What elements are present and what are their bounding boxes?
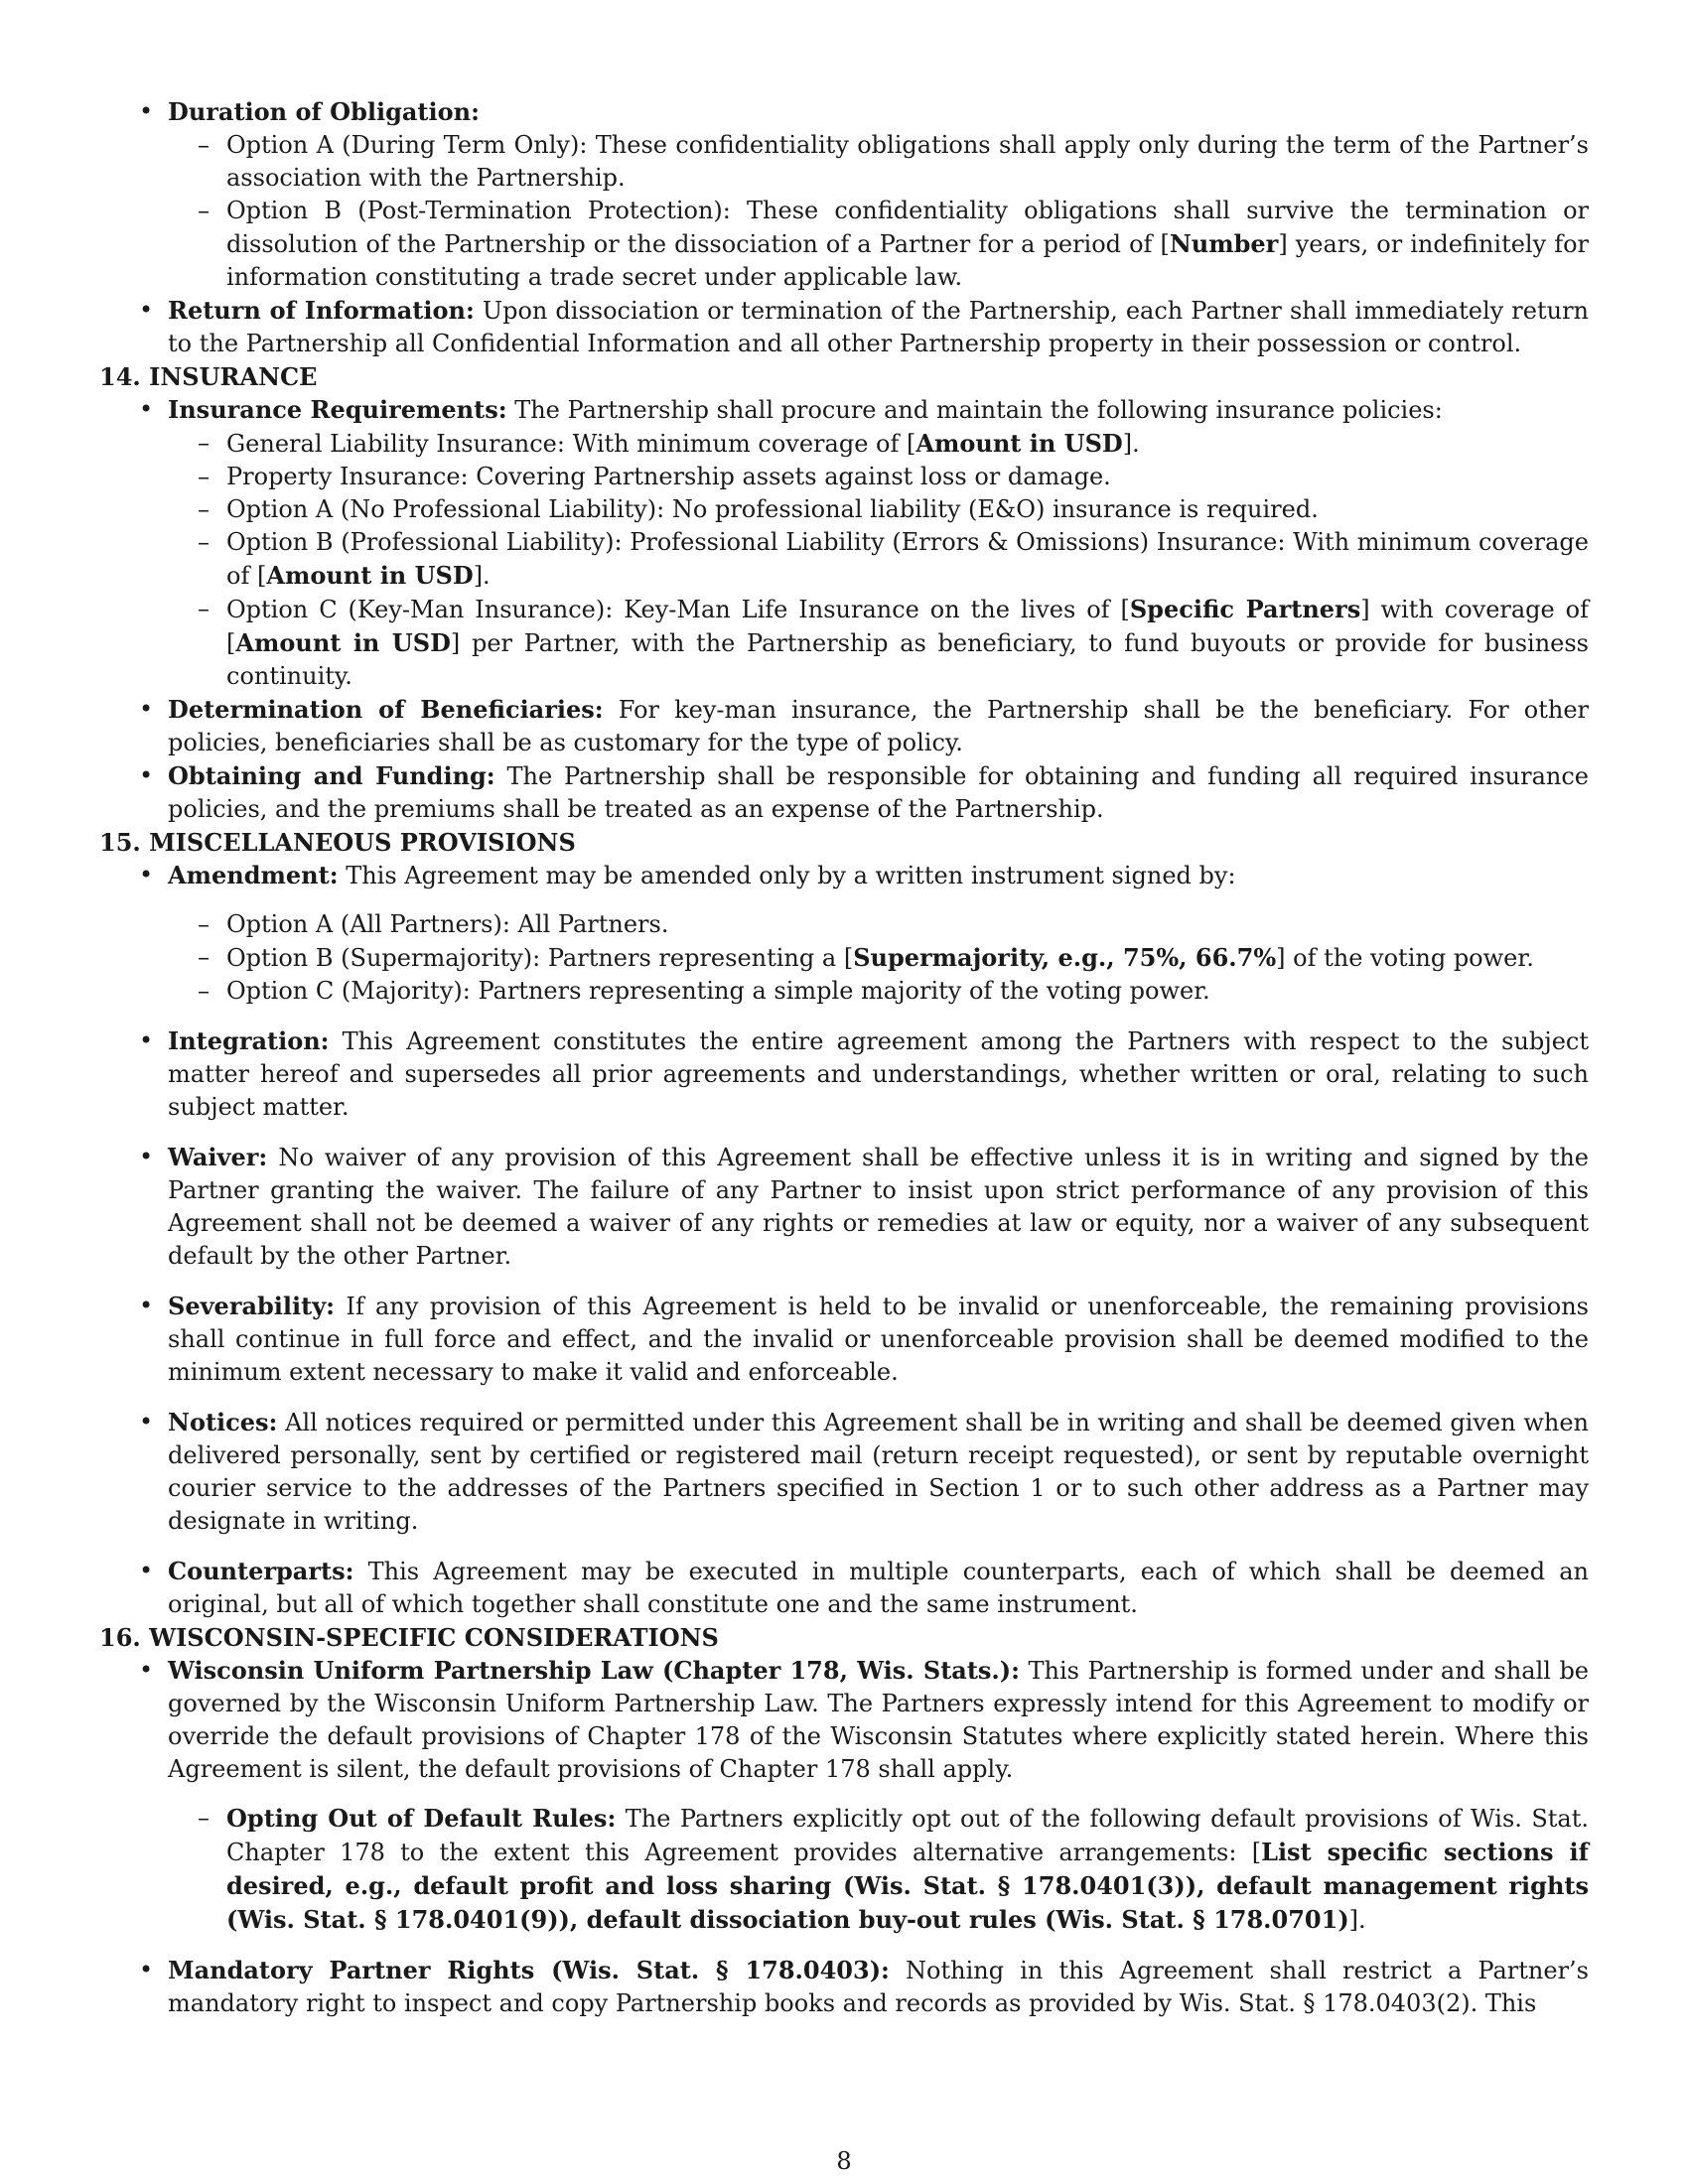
insurance-option-c (168, 593, 1589, 693)
partnership-law-subitems (168, 1802, 1589, 1937)
mandatory-rights-text: Nothing in this Agreement shall restrict a Partner’s mandatory right to inspect and copy Partnership books and records as provided by Wis. Stat. § 178.0403(2). This (168, 1957, 1589, 2017)
amendment-option-b (168, 941, 1589, 975)
insurance-option-b-text: Option B (Professional Liability): Professional Liability (Errors & Omissions) Insurance: With minimum coverage of [ (226, 528, 1589, 590)
notices-title: Notices: (168, 1408, 278, 1436)
return-info-text: Upon dissociation or termination of the Partnership, each Partner shall immediately return to the Partnership all Confidential Information and all other Partnership property in their possession or control. (168, 297, 1589, 357)
counterparts-text: This Agreement may be executed in multiple counterparts, each of which shall be deemed an original, but all of which together shall constitute one and the same instrument. (168, 1558, 1589, 1618)
opt-out-title: Opting Out of Default Rules: (226, 1804, 617, 1833)
confidentiality-list (99, 95, 1589, 360)
partnership-law-title: Wisconsin Uniform Partnership Law (Chapter 178, Wis. Stats.): (168, 1656, 1021, 1685)
amendment-text: This Agreement may be amended only by a written instrument signed by: (338, 862, 1236, 889)
opt-out-item (168, 1802, 1589, 1937)
notices-text: All notices required or permitted under this Agreement shall be in writing and shall be deemed given when delivered personally, sent by certified or registered mail (return receipt requested), or sent by reputable overnight courier service to the addresses of the Partners specified in Section 1 or to such other address as a Partner may designate in writing. (168, 1409, 1589, 1535)
return-info-item (99, 294, 1589, 360)
counterparts-item (99, 1555, 1589, 1621)
duration-title: Duration of Obligation: (168, 97, 480, 126)
document-page (99, 95, 1589, 2020)
notices-item (99, 1406, 1589, 1538)
insurance-requirements-title: Insurance Requirements: (168, 395, 507, 424)
property-insurance-option: – Property Insurance: Covering Partnership assets against loss or damage. (168, 461, 1589, 493)
amount-placeholder: Amount in USD (915, 429, 1123, 458)
opt-out-rest: ]. (1348, 1906, 1366, 1934)
section-16-heading: 16. WISCONSIN-SPECIFIC CONSIDERATIONS (99, 1623, 719, 1652)
insurance-option-b-rest: ]. (473, 562, 491, 590)
number-placeholder: Number (1169, 229, 1279, 258)
supermajority-placeholder: Supermajority, e.g., 75%, 66.7% (853, 943, 1277, 972)
amendment-options (168, 908, 1589, 1008)
amount-placeholder: Amount in USD (235, 628, 451, 657)
insurance-requirements-text: The Partnership shall procure and maintain the following insurance policies: (506, 396, 1443, 424)
waiver-item (99, 1141, 1589, 1273)
duration-options (168, 129, 1589, 294)
partnership-law-item (99, 1654, 1589, 1937)
waiver-text: No waiver of any provision of this Agreement shall be effective unless it is in writing and signed by the Partner granting the waiver. The failure of any Partner to insist upon strict performance of any provision of this Agreement shall not be deemed a waiver of any rights or remedies at law or equity, nor a waiver of any subsequent default by the other Partner. (168, 1144, 1589, 1270)
duration-option-a: – Option A (During Term Only): These confidentiality obligations shall apply only during the term of the Partner’s association with the Partnership. (168, 129, 1589, 195)
insurance-option-c-text: Option C (Key-Man Insurance): Key-Man Life Insurance on the lives of [ (226, 596, 1130, 623)
insurance-option-c-mid: ] with coverage of [ (226, 596, 1590, 657)
insurance-option-b (168, 526, 1589, 593)
waiver-title: Waiver: (168, 1143, 268, 1171)
duration-item (99, 95, 1589, 294)
section-14-heading: 14. INSURANCE (99, 362, 318, 391)
amendment-option-a: – Option A (All Partners): All Partners. (168, 908, 1589, 941)
duration-option-b (168, 195, 1589, 294)
counterparts-title: Counterparts: (168, 1557, 354, 1585)
severability-title: Severability: (168, 1292, 336, 1320)
partnership-law-text: This Partnership is formed under and shall be governed by the Wisconsin Uniform Partnership Law. The Partners expressly intend for this Agreement to modify or override the default provisions of Chapter 178 of the Wisconsin Statutes where explicitly stated herein. Where this Agreement is silent, the default provisions of Chapter 178 shall apply. (168, 1657, 1590, 1783)
insurance-requirements-item (99, 393, 1589, 693)
amendment-title: Amendment: (168, 861, 339, 889)
funding-text: The Partnership shall be responsible for obtaining and funding all required insurance policies, and the premiums shall be treated as an expense of the Partnership. (168, 762, 1590, 823)
funding-title: Obtaining and Funding: (168, 761, 495, 790)
sections-placeholder: List specific sections if desired, e.g., default profit and loss sharing (Wis. Stat. § 178.0401(3)), default management rights (Wis. Stat. § 178.0401(9)), default dissociation buy-out rules (Wis. Stat. § 178.0701) (226, 1838, 1589, 1934)
amendment-option-b-rest: ] of the voting power. (1276, 944, 1534, 972)
mandatory-rights-item (99, 1954, 1589, 2020)
page-number: 8 (836, 2147, 852, 2175)
severability-item (99, 1290, 1589, 1389)
severability-text: If any provision of this Agreement is held to be invalid or unenforceable, the remaining provisions shall continue in full force and effect, and the invalid or unenforceable provision shall be deemed modified to the minimum extent necessary to make it valid and enforceable. (168, 1293, 1589, 1386)
duration-option-b-rest: ] years, or indefinitely for information constituting a trade secret under applicable law. (226, 230, 1590, 291)
integration-item (99, 1024, 1589, 1124)
return-info-title: Return of Information: (168, 296, 475, 325)
amount-placeholder: Amount in USD (266, 561, 474, 590)
general-liability-text: General Liability Insurance: With minimum coverage of [ (226, 430, 916, 458)
section-15-heading: 15. MISCELLANEOUS PROVISIONS (99, 828, 576, 857)
insurance-option-c-rest: ] per Partner, with the Partnership as beneficiary, to fund buyouts or provide for business continuity. (226, 629, 1589, 690)
beneficiaries-title: Determination of Beneficiaries: (168, 695, 604, 724)
integration-title: Integration: (168, 1026, 330, 1055)
amendment-item (99, 859, 1589, 1008)
duration-option-b-text: Option B (Post-Termination Protection): These confidentiality obligations shall survive the termination or dissolution of the Partnership or the dissociation of a Partner for a period of [ (226, 197, 1589, 258)
misc-list (99, 859, 1589, 1621)
amendment-option-b-text: Option B (Supermajority): Partners representing a [ (226, 944, 854, 972)
insurance-option-a: – Option A (No Professional Liability): No professional liability (E&O) insurance is required. (168, 493, 1589, 526)
insurance-options (168, 427, 1589, 693)
general-liability-rest: ]. (1122, 430, 1140, 458)
partners-placeholder: Specific Partners (1129, 595, 1361, 623)
integration-text: This Agreement constitutes the entire agreement among the Partners with respect to the subject matter hereof and supersedes all prior agreements and understandings, whether written or oral, relating to such subject matter. (168, 1027, 1589, 1121)
amendment-option-c: – Option C (Majority): Partners representing a simple majority of the voting power. (168, 975, 1589, 1008)
beneficiaries-text: For key-man insurance, the Partnership shall be the beneficiary. For other policies, beneficiaries shall be as customary for the type of policy. (168, 696, 1589, 756)
beneficiaries-item (99, 693, 1589, 759)
opt-out-text: The Partners explicitly opt out of the following default provisions of Wis. Stat. Chapter 178 to the extent this Agreement provides alternative arrangements: [ (226, 1805, 1589, 1866)
general-liability-option (168, 427, 1589, 461)
wisconsin-list (99, 1654, 1589, 2020)
insurance-list (99, 393, 1589, 826)
funding-item (99, 759, 1589, 826)
mandatory-rights-title: Mandatory Partner Rights (Wis. Stat. § 178.0403): (168, 1956, 890, 1984)
